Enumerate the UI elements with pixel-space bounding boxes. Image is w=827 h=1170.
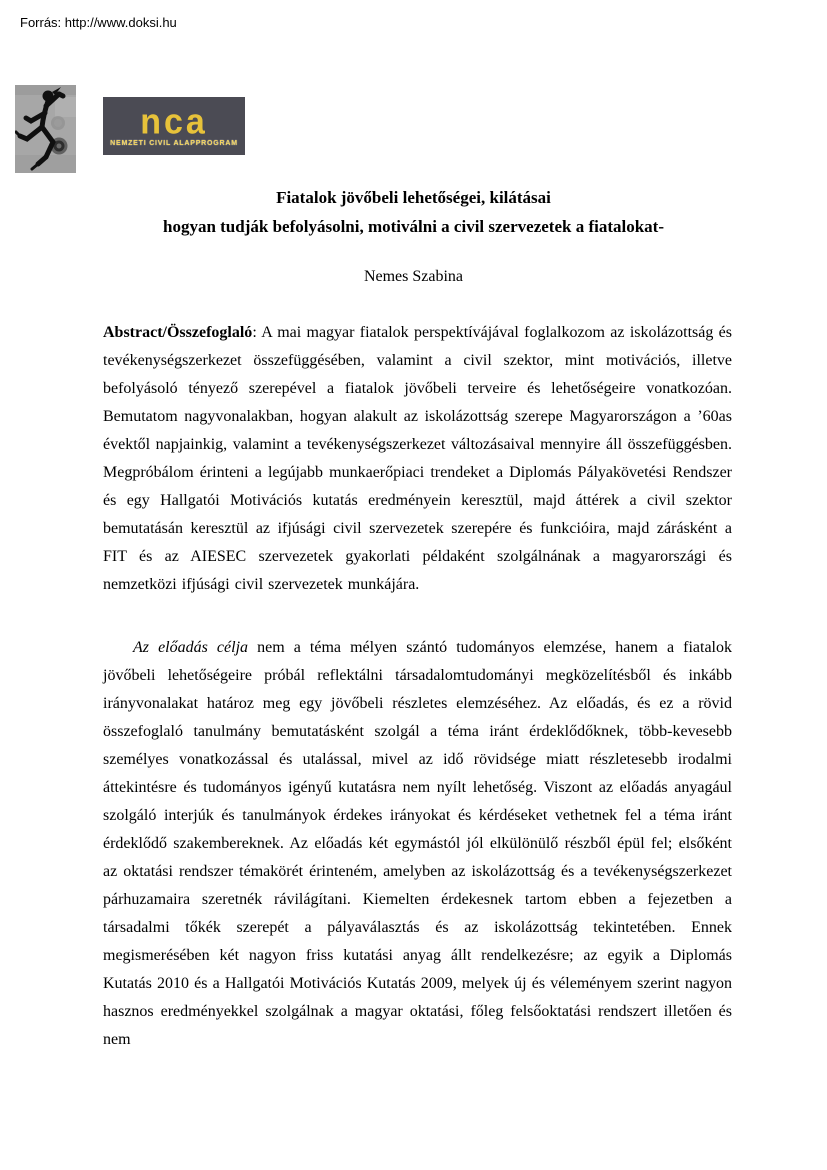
- body-text: nem a téma mélyen szántó tudományos elemzése, hanem a fiatalok jövőbeli lehetőségeire próbál reflektálni társadalomtudományi megközelítésből és inkább irányvonalakat határoz meg egy jövőbeli részletes elemzéséhez. Az előadás, és ez a rövid összefoglaló tanulmány bemutatásként szolgál a téma iránt érdeklődőknek, több-kevesebb személyes vonatkozással és utalással, mivel az idő rövidsége miatt részletesebb irodalmi áttekintésre és tudományos igényű kutatásra nem nyílt lehetőség. Viszont az előadás anyagául szolgáló interjúk és tanulmányok érdekes irányokat és kérdéseket vethetnek fel a téma iránt érdeklődő szakembereknek. Az előadás két egymástól jól elkülönülő részből épül fel; elsőként az oktatási rendszer témakörét érinteném, amelyben az iskolázottság és a tevékenységszerkezet párhuzamaira szeretnék rávilágítani. Kiemelten érdekesnek tartom ebben a fejezetben a társadalmi tőkék szerepét a pályaválasztás és az iskolázottság tekintetében. Ennek megismerésében két nagyon friss kutatási anyag állt rendelkezésre; az egyik a Diplomás Kutatás 2010 és a Hallgatói Motivációs Kutatás 2009, melyek új és véleményem szerint nagyon hasznos eredményekkel szolgálnak a magyar oktatási, főleg felsőoktatási rendszert illetően és nem: [103, 639, 732, 1048]
- nca-acronym-text: nca: [140, 101, 208, 142]
- abstract-paragraph: [103, 319, 732, 599]
- document-subtitle: hogyan tudják befolyásolni, motiválni a civil szervezetek a fiatalokat-: [162, 217, 664, 236]
- abstract-separator: :: [252, 324, 262, 341]
- title-block: [0, 183, 827, 241]
- body-paragraph: [103, 634, 732, 1054]
- author-name: Nemes Szabina: [363, 268, 464, 285]
- body-lead-italic: Az előadás célja: [133, 639, 249, 656]
- abstract-text: A mai magyar fiatalok perspektívájával foglalkozom az iskolázottság és tevékenységszerkezet összefüggésében, valamint a civil szektor, mint motivációs, illetve befolyásoló tényező szerepével a fiatalok jövőbeli terveire és lehetőségeire vonatkozóan. Bemutatom nagyvonalakban, hogyan alakult az iskolázottság szerepe Magyarországon a ’60as évektől napjainkig, valamint a tevékenységszerkezet változásaival mennyire áll összefüggésben. Megpróbálom érinteni a legújabb munkaerőpiaci trendeket a Diplomás Pályakövetési Rendszer és egy Hallgatói Motivációs kutatás eredményein keresztül, majd áttérek a civil szektor bemutatásán keresztül az ifjúsági civil szervezetek szerepére és funkcióira, majd zárásként a FIT és az AIESEC szervezetek gyakorlati példaként szolgálnának a magyarországi és nemzetközi ifjúsági civil szervezetek munkájára.: [103, 324, 733, 593]
- abstract-label: Abstract/Összefoglaló: [103, 324, 253, 341]
- hermes-logo: [15, 85, 76, 173]
- nca-subtitle-text: NEMZETI CIVIL ALAPPROGRAM: [110, 140, 238, 148]
- nca-logo: [103, 97, 245, 155]
- source-url-text: Forrás: http://www.doksi.hu: [20, 15, 177, 30]
- document-title: Fiatalok jövőbeli lehetőségei, kilátásai: [276, 188, 551, 207]
- hermes-runner-icon: [15, 85, 76, 173]
